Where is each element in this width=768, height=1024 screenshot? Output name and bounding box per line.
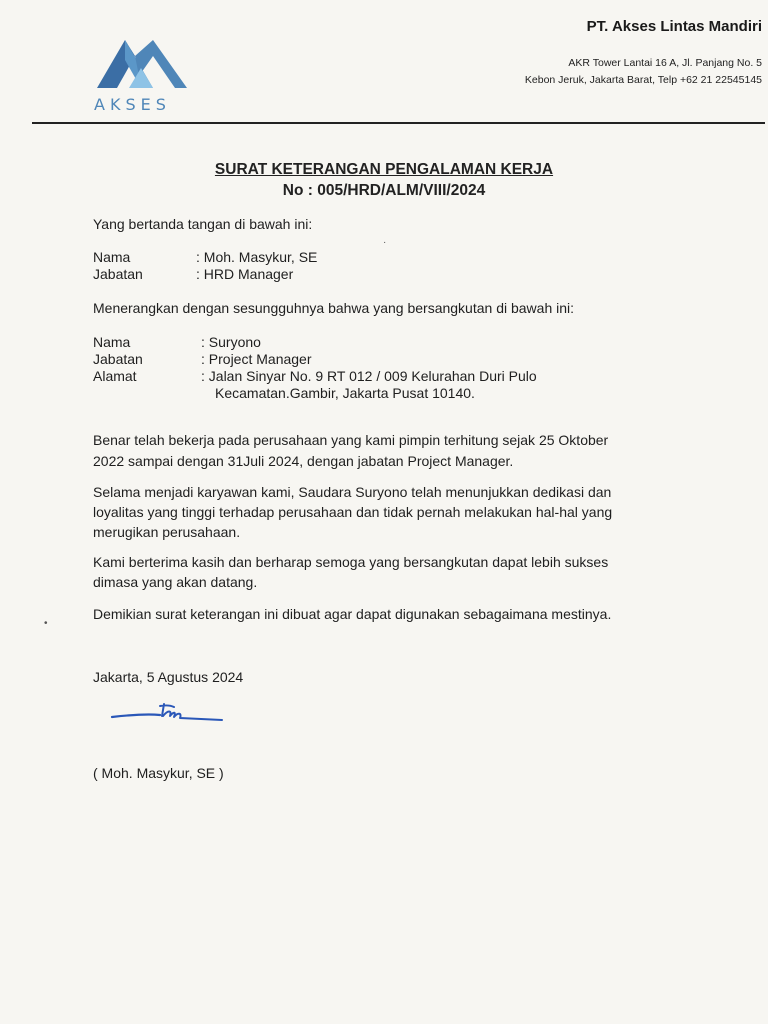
employee-position-value: : Project Manager bbox=[201, 351, 312, 367]
scan-mark: · bbox=[383, 237, 387, 248]
paragraph1-line1: Benar telah bekerja pada perusahaan yang kami pimpin terhitung sejak 25 Oktober bbox=[93, 432, 609, 448]
scan-mark: • bbox=[44, 618, 48, 629]
employee-name-label: Nama bbox=[93, 334, 131, 350]
employee-address-line1: : Jalan Sinyar No. 9 RT 012 / 009 Kelurahan Duri Pulo bbox=[201, 368, 537, 384]
letter-number: No : 005/HRD/ALM/VIII/2024 bbox=[282, 182, 486, 199]
signer-name-label: Nama bbox=[93, 249, 131, 265]
place-date: Jakarta, 5 Agustus 2024 bbox=[93, 669, 244, 685]
signature bbox=[110, 700, 240, 745]
company-address-line1: AKR Tower Lantai 16 A, Jl. Panjang No. 5 bbox=[568, 57, 762, 69]
header-divider bbox=[32, 122, 765, 124]
logo-text: AKSES bbox=[94, 95, 171, 114]
company-address-line2: Kebon Jeruk, Jakarta Barat, Telp +62 21 22545145 bbox=[524, 74, 762, 86]
signature-scribble-icon bbox=[110, 700, 240, 740]
intro-text: Yang bertanda tangan di bawah ini: bbox=[93, 216, 313, 232]
employee-name-value: : Suryono bbox=[201, 334, 261, 350]
paragraph1-line2: 2022 sampai dengan 31Juli 2024, dengan jabatan Project Manager. bbox=[93, 453, 514, 469]
paragraph2-line2: loyalitas yang tinggi terhadap perusahaan dan tidak pernah melakukan hal-hal yang bbox=[93, 504, 613, 520]
paragraph3-line1: Kami berterima kasih dan berharap semoga yang bersangkutan dapat lebih sukses bbox=[93, 554, 609, 570]
employee-position-label: Jabatan bbox=[93, 351, 143, 367]
employee-address-line2: Kecamatan.Gambir, Jakarta Pusat 10140. bbox=[215, 385, 475, 401]
signer-position-value: : HRD Manager bbox=[196, 266, 294, 282]
signatory-name: ( Moh. Masykur, SE ) bbox=[93, 765, 224, 781]
letter-title: SURAT KETERANGAN PENGALAMAN KERJA bbox=[214, 161, 554, 178]
employee-address-label: Alamat bbox=[93, 368, 137, 384]
company-name: PT. Akses Lintas Mandiri bbox=[586, 18, 762, 35]
signer-position-label: Jabatan bbox=[93, 266, 143, 282]
paragraph2-line1: Selama menjadi karyawan kami, Saudara Suryono telah menunjukkan dedikasi dan bbox=[93, 484, 612, 500]
signer-name-value: : Moh. Masykur, SE bbox=[196, 249, 318, 265]
statement-text: Menerangkan dengan sesungguhnya bahwa yang bersangkutan di bawah ini: bbox=[93, 300, 575, 316]
paragraph2-line3: merugikan perusahaan. bbox=[93, 524, 241, 540]
logo-mountain-icon bbox=[95, 36, 195, 96]
paragraph3-line2: dimasa yang akan datang. bbox=[93, 574, 258, 590]
company-info bbox=[525, 18, 762, 89]
letter-title-block bbox=[0, 159, 768, 202]
paragraph4: Demikian surat keterangan ini dibuat agar dapat digunakan sebagaimana mestinya. bbox=[93, 606, 612, 622]
